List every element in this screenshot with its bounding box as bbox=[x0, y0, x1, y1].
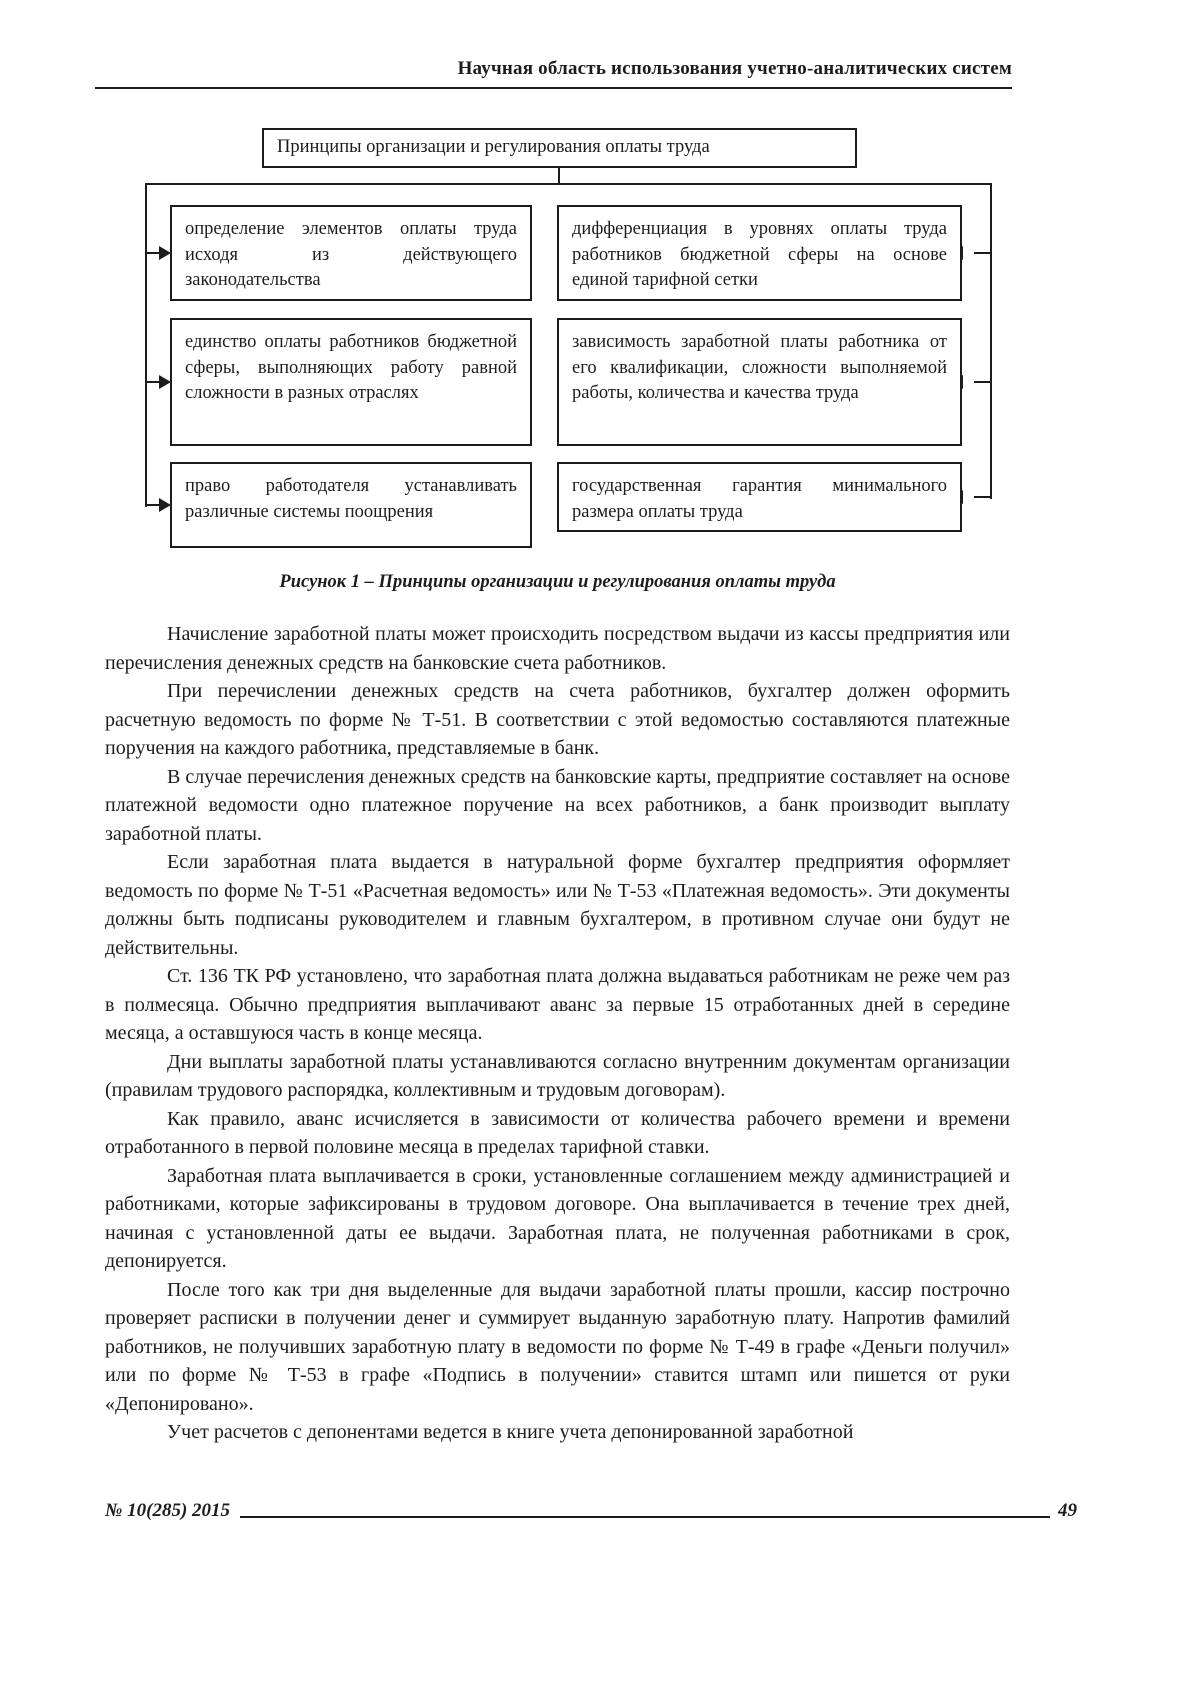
figure-diagram bbox=[105, 128, 1010, 568]
journal-issue: № 10(285) 2015 bbox=[105, 1500, 231, 1521]
paragraph: После того как три дня выделенные для выдачи заработной платы прошли, кассир построчно проверяет расписки в получении денег и суммирует выданную заработную плату. Напротив фамилий работников, не получивших заработную плату в ведомости по форме № Т-49 в графе «Деньги получил» или по форме № Т-53 в графе «Подпись в получении» ставится штамп или пишется от руки «Депонировано». bbox=[105, 1278, 1010, 1415]
paragraph: Ст. 136 ТК РФ установлено, что заработная плата должна выдаваться работникам не реже чем раз в полмесяца. Обычно предприятия выплачивают аванс за первые 15 отработанных дней в середине месяца, а оставшуюся часть в конце месяца. bbox=[105, 965, 1010, 1044]
paragraph: Заработная плата выплачивается в сроки, установленные соглашением между администрацией и работниками, которые зафиксированы в трудовом договоре. Она выплачивается в течение трех дней, начиная с установленной даты ее выдачи. Заработная плата, не полученная работниками в срок, депонируется. bbox=[105, 1164, 1010, 1272]
page-footer bbox=[105, 1500, 1077, 1522]
connector-right-3 bbox=[974, 496, 990, 498]
paragraph: Дни выплаты заработной платы устанавливаются согласно внутренним документам организации (правилам трудового распорядка, коллективным и трудовым договорам). bbox=[105, 1050, 1010, 1101]
diagram-box-right-2: зависимость заработной платы работника от его квалификации, сложности выполняемой работы, количества и качества труда bbox=[557, 318, 962, 446]
diagram-root-label: Принципы организации и регулирования оплаты труда bbox=[277, 137, 710, 158]
footer-rule bbox=[240, 1516, 1050, 1518]
paragraph: При перечислении денежных средств на счета работников, бухгалтер должен оформить расчетную ведомость по форме № Т-51. В соответствии с этой ведомостью составляются платежные поручения на каждого работника, представляемые в банк. bbox=[105, 680, 1010, 759]
figure-caption: Рисунок 1 – Принципы организации и регулирования оплаты труда bbox=[279, 572, 836, 592]
connector-spine-left bbox=[145, 183, 147, 507]
page-number: 49 bbox=[1058, 1500, 1077, 1521]
connector-spine-top bbox=[145, 183, 992, 185]
paragraph: Как правило, аванс исчисляется в зависимости от количества рабочего времени и времени отработанного в первой половине месяца в пределах тарифной ставки. bbox=[105, 1107, 1010, 1158]
paragraph: В случае перечисления денежных средств на банковские карты, предприятие составляет на основе платежной ведомости одно платежное поручение на всех работников, а банк производит выплату заработной платы. bbox=[105, 765, 1010, 845]
running-head: Научная область использования учетно-аналитических систем bbox=[95, 58, 1012, 89]
connector-spine-right bbox=[990, 183, 992, 499]
connector-right-2 bbox=[974, 381, 990, 383]
diagram-box-left-2: единство оплаты работников бюджетной сферы, выполняющих работу равной сложности в разных отраслях bbox=[170, 318, 532, 446]
diagram-box-left-1: определение элементов оплаты труда исходя из действующего законодательства bbox=[170, 205, 532, 301]
paragraph: Если заработная плата выдается в натуральной форме бухгалтер предприятия оформляет ведомость по форме № Т-51 «Расчетная ведомость» или № Т-53 «Платежная ведомость». Эти документы должны быть подписаны руководителем и главным бухгалтером, в противном случае они будут не действительны. bbox=[105, 851, 1010, 959]
diagram-box-right-3: государственная гарантия минимального размера оплаты труда bbox=[557, 462, 962, 532]
diagram-root-box bbox=[262, 128, 857, 168]
article-body bbox=[105, 620, 1010, 1447]
paragraph: Начисление заработной платы может происходить посредством выдачи из кассы предприятия или перечисления денежных средств на банковские счета работников. bbox=[105, 623, 1010, 674]
diagram-box-right-1: дифференциация в уровнях оплаты труда работников бюджетной сферы на основе единой тарифной сетки bbox=[557, 205, 962, 301]
connector-right-1 bbox=[974, 252, 990, 254]
paragraph: Учет расчетов с депонентами ведется в книге учета депонированной заработной bbox=[167, 1421, 854, 1443]
connector-root-stub bbox=[558, 168, 560, 184]
diagram-box-left-3: право работодателя устанавливать различные системы поощрения bbox=[170, 462, 532, 548]
